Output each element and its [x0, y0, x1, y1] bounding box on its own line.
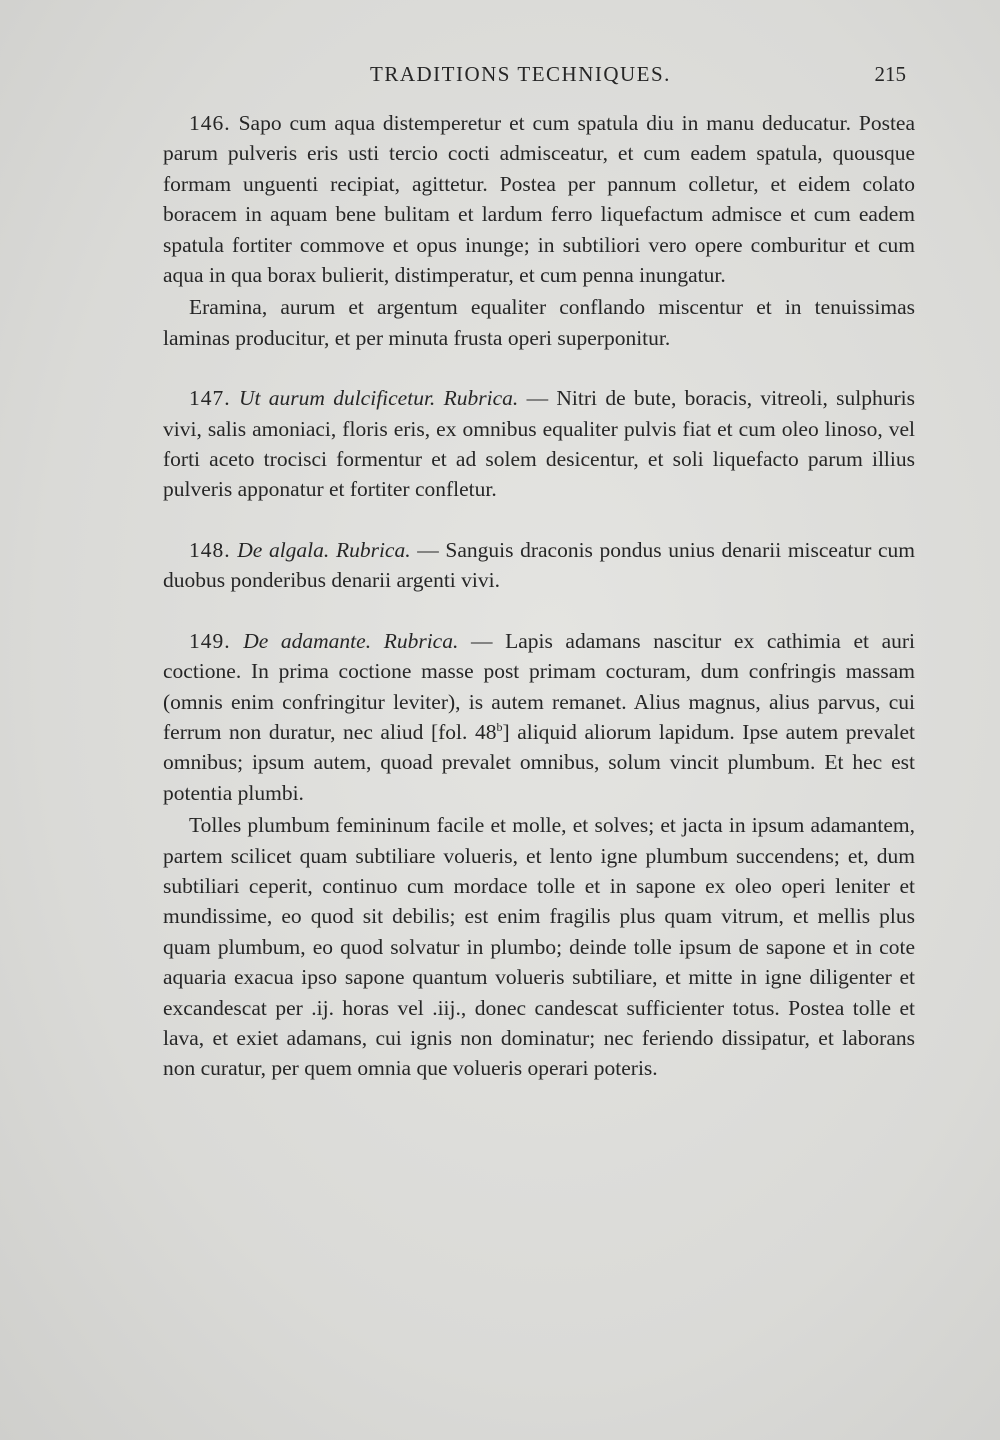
- running-head: [160, 62, 910, 92]
- entry-148: 148. De algala. Rubrica. — Sanguis draconis pondus unius denarii misceatur cum duobus ponderibus denarii argenti vivi.: [163, 537, 916, 593]
- rubric-label: Rubrica.: [383, 628, 459, 653]
- entry-text-continued: ] aliquid aliorum lapidum. Ipse autem prevalet omnibus; ipsum autem, quoad prevalet omnibus, solum vincit plumbum. Et hec est potentia plumbi.: [163, 719, 916, 805]
- entry-149-paragraph-2: Tolles plumbum femininum facile et molle, et solves; et jacta in ipsum adamantem, partem scilicet quam subtiliare volueris, et lento igne plumbum succendens; et, dum subtiliari ceperit, continuo cum mordace tolle et in sapone ex oleo operi leniter et mundissime, eo quod sit debilis; est enim fragilis plus quam vitrum, et mellis plus quam plumbum, eo quod solvatur in plumbo; deinde tolle ipsum de sapone et in cote aquaria exacua ipso sapone quantum volueris subtiliare, et mitte in igne diligenter et excandescat per .ij. horas vel .iij., donec candescat sufficienter totus. Postea tolle et lava, et exiet adamans, cui ignis non dominatur; nec feriendo dissipatur, et laborans non curatur, per quem omnia que volueris operari poteris.: [163, 813, 915, 1081]
- rubric-label: Rubrica.: [443, 386, 519, 411]
- entry-text: Sanguis draconis pondus unius denarii misceatur cum duobus ponderibus denarii argenti vivi.: [163, 537, 916, 593]
- entry-number: 147.: [189, 386, 231, 411]
- entry-text: Lapis adamans nascitur ex cathimia et auri coctione. In prima coctione masse post primam cocturam, dum confringis massam (omnis enim confringitur leviter), is autem remanet. Alius magnus, alius parvus, cui ferrum non duratur, nec aliud [fol. 48: [163, 628, 915, 744]
- entry-number: 148.: [189, 537, 231, 562]
- rubric-label: Rubrica.: [335, 537, 411, 562]
- entry-title: Ut aurum dulcificetur.: [238, 386, 436, 411]
- entry-title: De algala.: [237, 537, 330, 562]
- page-number: 215: [874, 62, 906, 86]
- running-title: TRADITIONS TECHNIQUES.: [370, 62, 671, 86]
- entry-147: 147. Ut aurum dulcificetur. Rubrica. — Nitri de bute, boracis, vitreoli, sulphuris vivi, salis amoniaci, floris eris, ex omnibus equaliter pulvis fiat et cum oleo linoso, vel forti aceto trocisci formentur et ad solem desicentur, et soli liquefacto parum illius pulveris apponatur et fortiter confletur.: [163, 386, 916, 502]
- entry-title: De adamante.: [243, 628, 372, 653]
- entry-text: Sapo cum aqua distemperetur et cum spatula diu in manu deducatur. Postea parum pulveris eris usti tercio cocti admisceatur, et cum eadem spatula, quousque formam unguenti recipiat, agittetur. Postea per pannum colletur, et eidem colato boracem in aquam bene bulitam et lardum ferro liquefactum admisce et cum eadem spatula fortiter commove et opus inunge; in subtiliori vero opere comburitur et cum aqua in qua borax bulierit, distimperatur, et cum penna inungatur.: [163, 111, 916, 288]
- entry-text: Nitri de bute, boracis, vitreoli, sulphuris vivi, salis amoniaci, floris eris, ex omnibus equaliter pulvis fiat et cum oleo linoso, vel forti aceto trocisci formentur et ad solem desicentur, et soli liquefacto parum illius pulveris apponatur et fortiter confletur.: [163, 386, 916, 502]
- entry-number: 149.: [189, 628, 231, 653]
- main-text: [163, 108, 915, 1084]
- entry-149: 149. De adamante. Rubrica. — Lapis adamans nascitur ex cathimia et auri coctione. In prima coctione masse post primam cocturam, dum confringis massam (omnis enim confringitur leviter), is autem remanet. Alius magnus, alius parvus, cui ferrum non duratur, nec aliud [fol. 48$^b$] aliquid aliorum lapidum. Ipse autem prevalet omnibus; ipsum autem, quoad prevalet omnibus, solum vincit plumbum. Et hec est potentia plumbi.: [163, 628, 916, 805]
- folio-reference-superscript: b: [496, 719, 503, 734]
- entry-146-paragraph-2: Eramina, aurum et argentum equaliter conflando miscentur et in tenuissimas laminas producitur, et per minuta frusta operi superponitur.: [163, 295, 915, 350]
- entry-number: 146.: [189, 111, 231, 135]
- entry-146-paragraph-1: [163, 108, 915, 290]
